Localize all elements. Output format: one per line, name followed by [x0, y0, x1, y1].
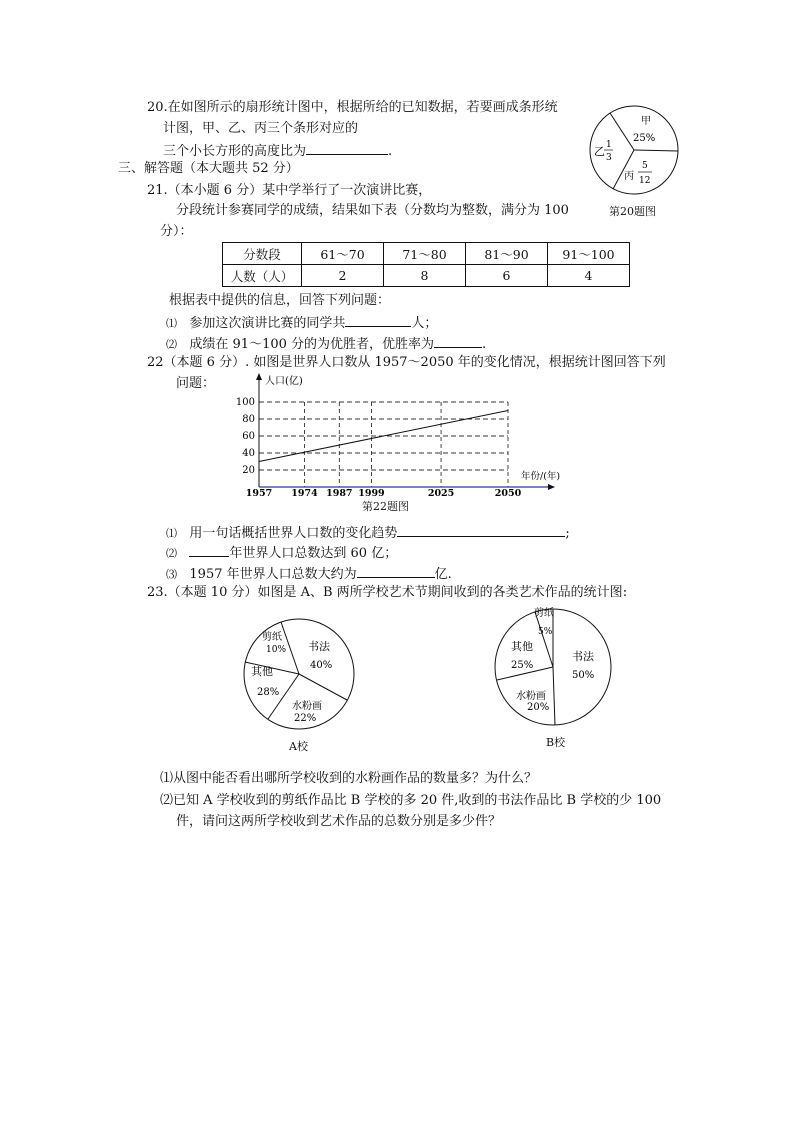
q20-frac-yi-den: 3 [606, 153, 612, 163]
table-cell: 2 [302, 265, 384, 287]
q20-label-bing: 丙 [624, 171, 634, 182]
q22-sub1-text: 用一句话概括世界人口数的变化趋势 [189, 526, 398, 541]
q21-sub2 [166, 334, 486, 353]
q23-pie-b [494, 604, 614, 726]
pie-b-value-qita: 25% [511, 660, 534, 671]
q22-sub2 [166, 543, 397, 562]
table-cell: 人数（人） [223, 265, 302, 287]
table-header-row [223, 243, 630, 265]
y-tick-label: 20 [242, 465, 255, 476]
pie-b-label-jianzhi: 剪纸 [534, 608, 554, 619]
pie-b-value-jianzhi: 5% [538, 627, 553, 637]
q21-line1: 21.（本小题 6 分）某中学举行了一次演讲比赛， [147, 183, 432, 198]
q22-sub3-text: 1957 年世界人口总数大约为 [189, 567, 357, 582]
q23-pie-a [240, 618, 360, 730]
q22-sub1-end: ; [565, 526, 570, 541]
q21-sub1-num: ⑴ [166, 317, 177, 330]
q22-line2: 问题： [176, 376, 216, 391]
pie-a-value-shufa: 40% [310, 660, 333, 671]
q20-pie-divider-1 [610, 113, 634, 150]
q20-answer-blank[interactable] [306, 141, 388, 155]
x-tick-label: 1974 [291, 488, 318, 499]
pie-b-title: B校 [546, 736, 566, 749]
q22-sub1-num: ⑴ [166, 527, 177, 540]
section-3-heading: 三、解答题（本大题共 52 分） [118, 161, 299, 176]
pie-b-label-qita: 其他 [511, 640, 533, 653]
q20-frac-bing-num: 5 [642, 161, 648, 171]
pie-a-label-shuifenhua: 水粉画 [292, 701, 322, 712]
table-cell: 4 [548, 265, 630, 287]
x-tick-label: 2025 [427, 488, 455, 499]
q22-sub2-num: ⑵ [166, 547, 177, 560]
table-cell: 6 [466, 265, 548, 287]
pie-a-divider [299, 674, 347, 700]
q21-sub2-end: . [482, 337, 487, 352]
x-tick-label: 1999 [358, 488, 385, 499]
q20-pie-divider-3 [613, 150, 634, 189]
pie-b-value-shufa: 50% [572, 670, 595, 681]
pie-a-value-shuifenhua: 22% [294, 713, 317, 724]
table-row [223, 265, 630, 287]
table-cell: 8 [384, 265, 466, 287]
q22-sub2-text: 年世界人口总数达到 60 亿； [229, 546, 398, 561]
q22-sub3-blank[interactable] [357, 564, 435, 578]
q20-label-yi: 乙 [594, 145, 605, 158]
pie-b-label-shuifenhua: 水粉画 [516, 691, 546, 702]
table-cell: 81～90 [466, 243, 548, 265]
q21-sub1-text: 参加这次演讲比赛的同学共 [189, 316, 346, 331]
q20-frac-yi-num: 1 [606, 140, 612, 150]
x-tick-label: 1987 [326, 488, 353, 499]
y-tick-label: 60 [242, 431, 255, 442]
pie-a-title: A校 [289, 740, 308, 753]
q21-intro: 根据表中提供的信息，回答下列问题： [169, 293, 391, 308]
pie-b-label-shufa: 书法 [572, 650, 594, 663]
q20-caption: 第20题图 [609, 205, 656, 218]
table-cell: 分数段 [223, 243, 302, 265]
table-cell: 71～80 [384, 243, 466, 265]
pie-a-label-qita: 其他 [251, 665, 273, 678]
q22-line-chart [230, 372, 560, 512]
q21-sub1 [166, 313, 437, 332]
pie-a-label-jianzhi: 剪纸 [262, 632, 282, 643]
x-tick-label: 2050 [494, 488, 522, 499]
q22-sub3 [166, 564, 452, 583]
q20-line2: 计图，甲、乙、丙三个条形对应的 [163, 121, 359, 136]
y-axis-arrow [256, 373, 262, 380]
x-tick-label: 1957 [245, 488, 273, 499]
q22-sub1 [166, 523, 570, 542]
q21-sub1-end: 人； [411, 316, 438, 331]
q21-sub2-num: ⑵ [166, 338, 177, 351]
q21-line3: 分）： [160, 224, 193, 239]
q20-line1: 20.在如图所示的扇形统计图中，根据所给的已知数据，若要画成条形统 [147, 100, 558, 115]
q20-line3-text: 三个小长方形的高度比为 [163, 144, 307, 159]
q20-pie-chart [585, 105, 685, 197]
pie-a-value-qita: 28% [257, 687, 280, 698]
y-axis-label: 人口(亿) [265, 376, 303, 387]
q22-sub3-num: ⑶ [166, 568, 177, 581]
q21-sub1-blank[interactable] [345, 313, 411, 327]
q20-pie-divider-2 [634, 150, 678, 151]
q20-line3 [163, 141, 392, 160]
q21-line2: 分段统计参赛同学的成绩，结果如下表（分数均为整数，满分为 100 [176, 203, 569, 218]
q23-sub2-line2: 件，请问这两所学校收到艺术作品的总数分别是多少件？ [176, 814, 502, 829]
y-tick-label: 40 [242, 448, 255, 459]
q23-sub2-line1: ⑵已知 A 学校收到的剪纸作品比 B 学校的多 20 件,收到的书法作品比 B 学校的少 100 [160, 793, 662, 808]
q22-sub3-end: 亿. [434, 567, 452, 582]
q20-label-jia: 甲 [641, 116, 651, 127]
q21-score-table [222, 242, 630, 287]
q20-frac-bing-den: 12 [639, 176, 651, 186]
table-cell: 61～70 [302, 243, 384, 265]
q22-sub2-blank[interactable] [189, 543, 229, 557]
x-axis-label: 年份/(年) [521, 471, 560, 482]
q23-line1: 23.（本题 10 分）如图是 A、B 两所学校艺术节期间收到的各类艺术作品的统计图: [147, 585, 628, 600]
q22-line1: 22（本题 6 分）. 如图是世界人口数从 1957～2050 年的变化情况，根据统计图回答下列 [147, 355, 666, 370]
pie-b-divider [535, 612, 553, 667]
q21-sub2-text: 成绩在 91～100 分的为优胜者，优胜率为 [189, 337, 435, 352]
q22-sub1-blank[interactable] [397, 523, 565, 537]
q21-sub2-blank[interactable] [434, 334, 482, 348]
pie-b-divider [553, 667, 555, 725]
pie-a-value-jianzhi: 10% [266, 645, 287, 655]
q20-value-jia: 25% [633, 133, 656, 144]
y-tick-label: 100 [235, 397, 255, 408]
q23-sub1: ⑴从图中能否看出哪所学校收到的水粉画作品的数量多？为什么？ [160, 771, 538, 786]
y-tick-label: 80 [242, 414, 255, 425]
table-cell: 91～100 [548, 243, 630, 265]
q20-line3-end: . [388, 144, 393, 159]
pie-b-value-shuifenhua: 20% [527, 702, 550, 713]
x-axis-arrow [548, 484, 555, 490]
q22-caption: 第22题图 [362, 500, 409, 513]
pie-a-label-shufa: 书法 [308, 640, 330, 653]
